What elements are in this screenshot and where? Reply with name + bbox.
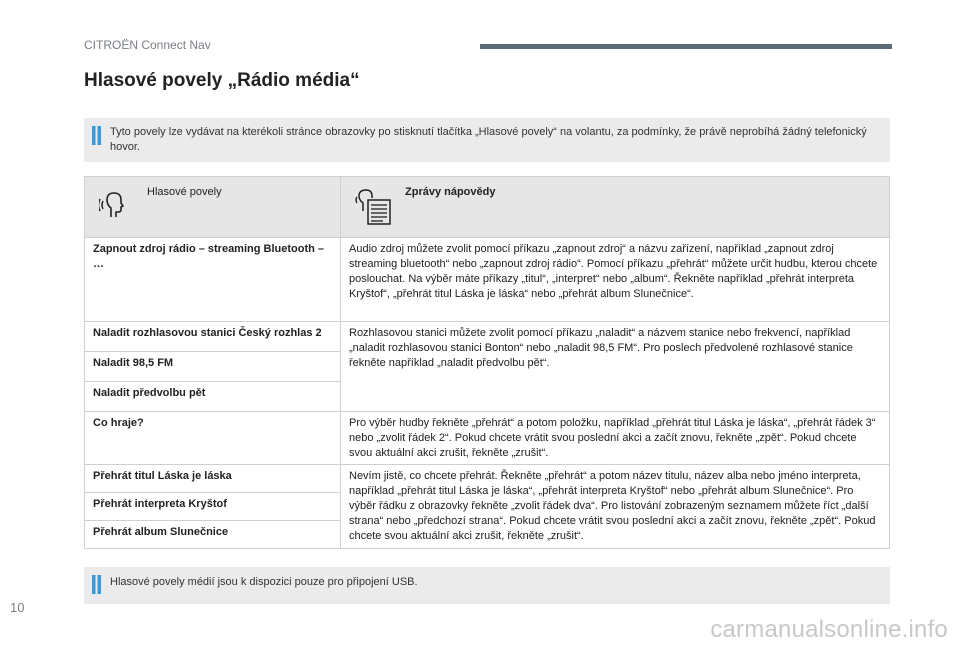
help-cell: Audio zdroj můžete zvolit pomocí příkazu „zapnout zdroj“ a názvu zařízení, například „zapnout zdroj streaming bluetooth“ nebo „zapnout zdroj rádio“. Pomocí příkazu „přehrát“ můžete určit hudbu, kterou chcete poslouchat. Na výběr máte příkazy „titul“, „interpret“ nebo „album“. Řekněte například „přehrát interpreta Kryštof“, „přehrát titul Láska je láska“ nebo „přehrát album Slunečnice“.: [341, 238, 890, 322]
watermark: carmanualsonline.info: [710, 616, 948, 643]
help-cell: Rozhlasovou stanici můžete zvolit pomocí příkazu „naladit“ a názvem stanice nebo frekvencí, například „naladit rozhlasovou stanici Bonton“ nebo „naladit 98,5 FM“. Pro poslech předvolené rozhlasové stanice řekněte například „naladit předvolbu pět“.: [341, 322, 890, 412]
command-cell: Naladit rozhlasovou stanici Český rozhlas 2: [85, 322, 341, 352]
help-messages-icon: [355, 189, 393, 225]
header-commands-label: Hlasové povely: [147, 186, 222, 198]
help-cell: Nevím jistě, co chcete přehrát. Řekněte „přehrát“ a potom název titulu, název alba nebo jméno interpreta, například „přehrát titul Láska je láska“, „přehrát interpreta Kryštof“ nebo „přehrát album Slunečnice“. Pro výběr řádku z obrazovky řekněte „zvolit řádek dva“. Pro listování zobrazeným seznamem můžete říct „další strana“ nebo „předchozí strana“. Pokud chcete vrátit svou poslední akci a začít znovu, řekněte „zpět“. Pokud chcete svou aktuální akci zrušit, řekněte „zrušit“.: [341, 465, 890, 549]
tip-icon: [92, 126, 102, 145]
table-row: [85, 412, 890, 465]
header-cell-help: [341, 177, 890, 238]
table-row: [85, 238, 890, 322]
command-cell: Přehrát album Slunečnice: [85, 521, 341, 549]
tip-icon: [92, 575, 102, 594]
page-title: Hlasové povely „Rádio média“: [84, 70, 360, 91]
header-bar: [480, 44, 892, 49]
brand-header: CITROËN Connect Nav: [84, 38, 211, 52]
help-cell: Pro výběr hudby řekněte „přehrát“ a potom položku, například „přehrát titul Láska je láska“, „přehrát řádek 3“ nebo „zvolit řádek 2“. Pokud chcete vrátit svou poslední akci a začít znovu, řekněte „zpět“. Pokud chcete svou aktuální akci zrušit, řekněte „zrušit“.: [341, 412, 890, 465]
page-number: 10: [10, 600, 25, 615]
table-header-row: [85, 177, 890, 238]
command-cell: Naladit předvolbu pět: [85, 382, 341, 412]
command-cell: Naladit 98,5 FM: [85, 352, 341, 382]
info-note-text: Hlasové povely médií jsou k dispozici pouze pro připojení USB.: [110, 576, 418, 588]
voice-command-icon: [99, 189, 131, 219]
voice-commands-table: [84, 176, 890, 549]
command-cell: Přehrát interpreta Kryštof: [85, 493, 341, 521]
header-help-label: Zprávy nápovědy: [405, 186, 496, 198]
table-row: [85, 322, 890, 352]
header-cell-commands: [85, 177, 341, 238]
table-row: [85, 465, 890, 493]
command-cell: Co hraje?: [85, 412, 341, 465]
command-cell: Zapnout zdroj rádio – streaming Bluetooth – …: [85, 238, 341, 322]
info-note-top: [84, 118, 890, 162]
command-cell: Přehrát titul Láska je láska: [85, 465, 341, 493]
info-note-bottom: [84, 567, 890, 604]
info-note-text: Tyto povely lze vydávat na kterékoli stránce obrazovky po stisknutí tlačítka „Hlasové povely“ na volantu, za podmínky, že právě neprobíhá žádný telefonický hovor.: [110, 126, 867, 153]
